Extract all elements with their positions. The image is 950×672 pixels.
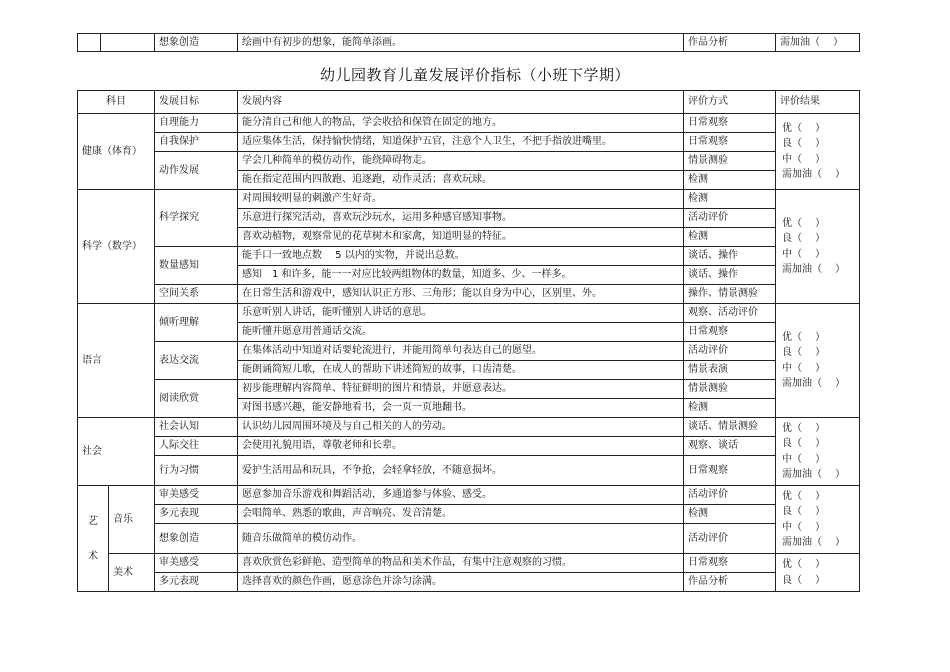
goal-cell: 多元表现: [155, 573, 238, 592]
table-row: [78, 133, 860, 152]
method-cell: 检测: [684, 190, 776, 209]
header-content: 发展内容: [238, 91, 684, 114]
method-cell: 观察、谈话: [684, 437, 776, 456]
header-goal: 发展目标: [155, 91, 238, 114]
method-cell: 日常观察: [684, 554, 776, 573]
method-cell: 作品分析: [684, 573, 776, 592]
goal-cell: 科学探究: [155, 190, 238, 247]
content-cell: 感知 1 和许多，能一一对应比较两组物体的数量，知道多、少、一样多。: [238, 266, 684, 285]
result-cell: 需加油（ ）: [776, 34, 860, 52]
goal-cell: 审美感受: [155, 486, 238, 505]
table-row: [78, 505, 860, 524]
table-row: [78, 152, 860, 171]
content-cell: 能朗诵简短儿歌，在成人的帮助下讲述简短的故事，口齿清楚。: [238, 361, 684, 380]
goal-cell: 表达交流: [155, 342, 238, 380]
content-cell: 对图书感兴趣，能安静地看书，会一页一页地翻书。: [238, 399, 684, 418]
table-row: [78, 190, 860, 209]
table-row: [78, 437, 860, 456]
table-row: [78, 486, 860, 505]
header-subject: 科目: [78, 91, 155, 114]
table-row: [78, 34, 860, 52]
content-cell: 爱护生活用品和玩具，不争抢，会轻拿轻放，不随意损坏。: [238, 456, 684, 486]
result-cell-social: 优（ ） 良（ ） 中（ ） 需加油（ ）: [776, 418, 860, 486]
content-cell: 喜欢欣赏色彩鲜艳、造型简单的物品和美术作品，有集中注意观察的习惯。: [238, 554, 684, 573]
goal-cell: 数量感知: [155, 247, 238, 285]
method-cell: 情景表演: [684, 361, 776, 380]
content-cell: 能手口一致地点数 5 以内的实物，并说出总数。: [238, 247, 684, 266]
method-cell: 谈话、操作: [684, 247, 776, 266]
subject-social: 社会: [78, 418, 155, 486]
content-cell: 在集体活动中知道对话要轮流进行，并能用简单句表达自己的愿望。: [238, 342, 684, 361]
method-cell: 日常观察: [684, 133, 776, 152]
subject-health: 健康（体育）: [78, 114, 155, 190]
content-cell: 绘画中有初步的想象，能简单添画。: [238, 34, 684, 52]
previous-page-table: [77, 33, 860, 52]
method-cell: 情景测验: [684, 152, 776, 171]
content-cell: 在日常生活和游戏中，感知认识正方形、三角形；能以自身为中心，区别里、外。: [238, 285, 684, 304]
goal-cell: 空间关系: [155, 285, 238, 304]
subject-music: 音乐: [109, 486, 155, 554]
method-cell: 活动评价: [684, 486, 776, 505]
method-cell: 检测: [684, 399, 776, 418]
method-cell: 检测: [684, 505, 776, 524]
method-cell: 情景测验: [684, 380, 776, 399]
table-row: [78, 418, 860, 437]
method-cell: 观察、活动评价: [684, 304, 776, 323]
content-cell: 选择喜欢的颜色作画，愿意涂色并涂匀涂满。: [238, 573, 684, 592]
content-cell: 初步能理解内容简单、特征鲜明的图片和情景，并愿意表达。: [238, 380, 684, 399]
content-cell: 喜欢动植物，观察常见的花草树木和家禽，知道明显的特征。: [238, 228, 684, 247]
method-cell: 日常观察: [684, 456, 776, 486]
table-row: [78, 304, 860, 323]
method-cell: 谈话、操作: [684, 266, 776, 285]
content-cell: 愿意参加音乐游戏和舞蹈活动，多通道参与体验、感受。: [238, 486, 684, 505]
method-cell: 活动评价: [684, 342, 776, 361]
content-cell: 认识幼儿园周围环境及与自己相关的人的劳动。: [238, 418, 684, 437]
content-cell: 会唱简单、熟悉的歌曲，声音响亮、发音清楚。: [238, 505, 684, 524]
subject-art: 艺 术: [78, 486, 109, 592]
goal-cell: 行为习惯: [155, 456, 238, 486]
goal-cell: 多元表现: [155, 505, 238, 524]
table-row: [78, 573, 860, 592]
goal-cell: 审美感受: [155, 554, 238, 573]
table-row: [78, 247, 860, 266]
content-cell: 随音乐做简单的模仿动作。: [238, 524, 684, 554]
result-cell-fine-art: 优（ ） 良（ ）: [776, 554, 860, 592]
header-result: 评价结果: [776, 91, 860, 114]
content-cell: 会使用礼貌用语，尊敬老师和长辈。: [238, 437, 684, 456]
header-method: 评价方式: [684, 91, 776, 114]
content-cell: 对周围较明显的刺激产生好奇。: [238, 190, 684, 209]
table-row: [78, 380, 860, 399]
table-row: [78, 285, 860, 304]
goal-cell: 自我保护: [155, 133, 238, 152]
content-cell: 乐意听别人讲话，能听懂别人讲话的意思。: [238, 304, 684, 323]
content-cell: 能分清自己和他人的物品，学会收拾和保管在固定的地方。: [238, 114, 684, 133]
goal-cell: 阅读欣赏: [155, 380, 238, 418]
evaluation-table: [77, 90, 860, 592]
table-row: [78, 114, 860, 133]
goal-cell: 动作发展: [155, 152, 238, 190]
table-row: [78, 554, 860, 573]
method-cell: 检测: [684, 171, 776, 190]
method-cell: 检测: [684, 228, 776, 247]
content-cell: 乐意进行探究活动，喜欢玩沙玩水，运用多种感官感知事物。: [238, 209, 684, 228]
table-row: [78, 342, 860, 361]
table-row: [78, 456, 860, 486]
goal-cell: 社会认知: [155, 418, 238, 437]
result-cell-language: 优（ ） 良（ ） 中（ ） 需加油（ ）: [776, 304, 860, 418]
result-cell-health: 优（ ） 良（ ） 中（ ） 需加油（ ）: [776, 114, 860, 190]
goal-cell: 人际交往: [155, 437, 238, 456]
subject-fine-art: 美术: [109, 554, 155, 592]
method-cell: 日常观察: [684, 114, 776, 133]
method-cell: 活动评价: [684, 524, 776, 554]
content-cell: 适应集体生活，保持愉快情绪，知道保护五官，注意个人卫生，不把手指放进嘴里。: [238, 133, 684, 152]
page-title: 幼儿园教育儿童发展评价指标（小班下学期）: [319, 66, 630, 84]
goal-cell: 想象创造: [155, 524, 238, 554]
table-header-row: [78, 91, 860, 114]
subject-science: 科学（数学）: [78, 190, 155, 304]
goal-cell: 自理能力: [155, 114, 238, 133]
method-cell: 谈话、情景测验: [684, 418, 776, 437]
method-cell: 作品分析: [684, 34, 776, 52]
content-cell: 能在指定范围内四散跑、追逐跑，动作灵活；喜欢玩球。: [238, 171, 684, 190]
goal-cell: 想象创造: [155, 34, 238, 52]
method-cell: 活动评价: [684, 209, 776, 228]
result-cell-science: 优（ ） 良（ ） 中（ ） 需加油（ ）: [776, 190, 860, 304]
result-cell-music: 优（ ） 良（ ） 中（ ） 需加油（ ）: [776, 486, 860, 554]
table-row: [78, 524, 860, 554]
subject-language: 语言: [78, 304, 155, 418]
method-cell: 日常观察: [684, 323, 776, 342]
content-cell: 学会几种简单的模仿动作，能绕障碍物走。: [238, 152, 684, 171]
content-cell: 能听懂并愿意用普通话交流。: [238, 323, 684, 342]
goal-cell: 倾听理解: [155, 304, 238, 342]
method-cell: 操作、情景测验: [684, 285, 776, 304]
